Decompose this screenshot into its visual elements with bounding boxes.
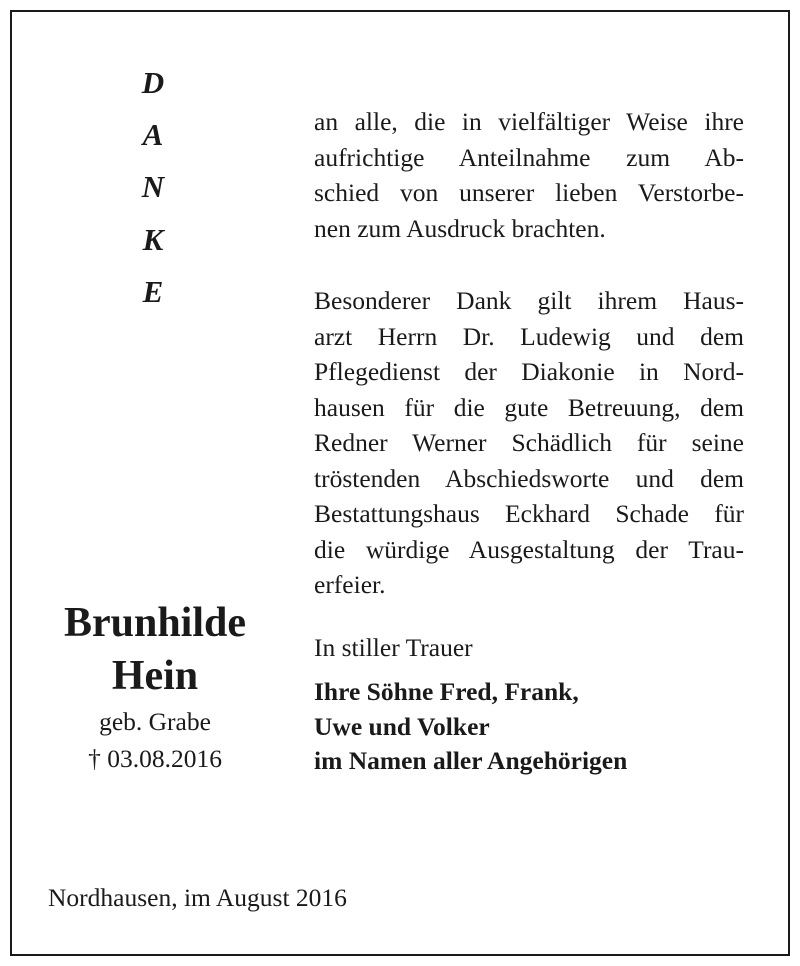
text-line: Redner Werner Schädlich für seine xyxy=(314,428,744,457)
family-line: im Namen aller Angehörigen xyxy=(314,746,628,775)
danke-letter: K xyxy=(142,222,164,257)
deceased-death-date: † 03.08.2016 xyxy=(88,744,222,773)
family-line: Ihre Söhne Fred, Frank, xyxy=(314,677,579,706)
family-line: Uwe und Volker xyxy=(314,712,490,741)
text-line: Besonderer Dank gilt ihrem Haus- xyxy=(314,286,744,315)
text-line: Bestattungshaus Eckhard Schade für xyxy=(314,499,744,528)
danke-letter: D xyxy=(141,65,165,100)
special-thanks-paragraph xyxy=(314,283,744,603)
text-line: arzt Herrn Dr. Ludewig und dem xyxy=(314,321,744,351)
thanks-paragraph xyxy=(314,104,744,246)
text-line: Pflegedienst der Diakonie in Nord- xyxy=(314,357,744,386)
danke-letter: E xyxy=(142,274,164,309)
text-line: die würdige Ausgestaltung der Trau- xyxy=(314,534,744,564)
danke-letter: N xyxy=(141,169,165,204)
text-line: schied von unserer lieben Verstorbe- xyxy=(314,178,744,207)
text-line: hausen für die gute Betreuung, dem xyxy=(314,392,744,422)
text-line: an alle, die in vielfältiger Weise ihre xyxy=(314,107,744,136)
text-line: tröstenden Abschiedsworte und dem xyxy=(314,463,744,493)
deceased-first-name: Brunhilde xyxy=(63,600,247,646)
mourning-line: In stiller Trauer xyxy=(314,633,473,662)
text-line: nen zum Ausdruck brachten. xyxy=(314,213,606,243)
text-line: erfeier. xyxy=(314,570,386,599)
danke-letter: A xyxy=(142,117,164,152)
deceased-last-name: Hein xyxy=(111,653,199,699)
text-line: aufrichtige Anteilnahme zum Ab- xyxy=(314,142,744,172)
deceased-birth-name: geb. Grabe xyxy=(99,707,211,736)
place-date: Nordhausen, im August 2016 xyxy=(48,883,347,912)
